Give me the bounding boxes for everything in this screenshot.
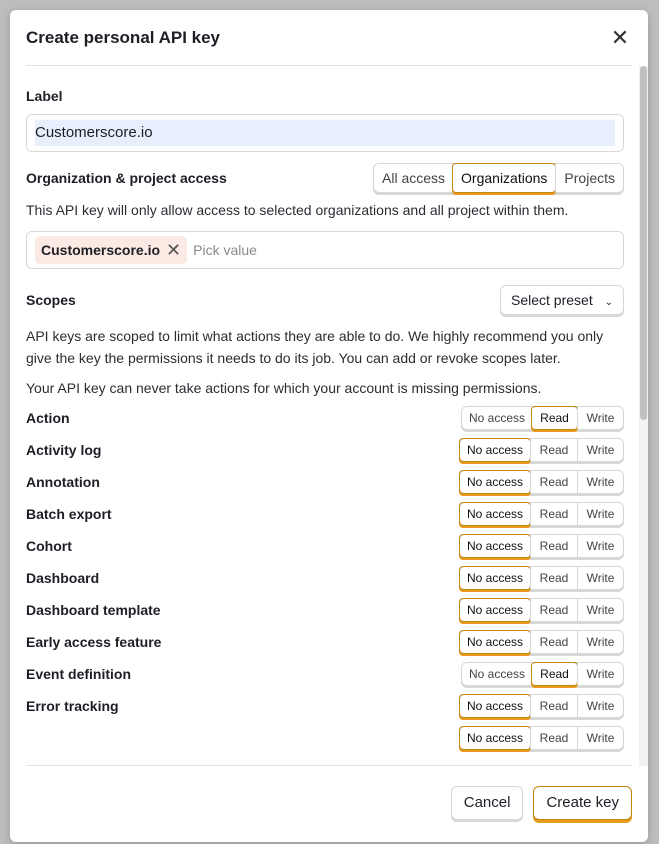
scope-option-read[interactable]: Read: [531, 662, 578, 686]
scope-access-control: [459, 534, 624, 558]
scope-option-read[interactable]: Read: [530, 599, 577, 621]
scope-option-write[interactable]: Write: [577, 567, 623, 589]
scope-option-write[interactable]: Write: [577, 727, 623, 749]
scope-access-control: [459, 470, 624, 494]
scope-row: [26, 658, 624, 690]
scope-access-control: [459, 438, 624, 462]
label-heading: Label: [26, 88, 63, 104]
create-api-key-modal: [10, 10, 648, 842]
scope-option-write[interactable]: Write: [577, 695, 623, 717]
access-segmented-control: [373, 163, 624, 193]
scopes-permission-note: Your API key can never take actions for which your account is missing permissions.: [26, 380, 542, 396]
scope-option-read[interactable]: Read: [530, 471, 577, 493]
remove-chip-icon[interactable]: ✕: [166, 239, 182, 260]
scope-option-no-access[interactable]: No access: [459, 630, 531, 654]
scopes-description: API keys are scoped to limit what actions they are able to do. We highly recommend you only give the key the permissions it needs to do its job. You can add or revoke scopes later.: [26, 328, 604, 366]
scope-option-write[interactable]: Write: [577, 407, 623, 429]
tab-projects[interactable]: Projects: [555, 164, 623, 192]
create-key-button[interactable]: Create key: [533, 786, 632, 820]
scope-list: [26, 402, 624, 754]
scope-option-read[interactable]: Read: [531, 406, 578, 430]
scope-row: [26, 434, 624, 466]
scope-row: [26, 498, 624, 530]
scope-option-write[interactable]: Write: [577, 663, 623, 685]
scope-option-no-access[interactable]: No access: [459, 566, 531, 590]
scope-name: Action: [26, 410, 70, 426]
scrollbar[interactable]: [639, 66, 648, 766]
scope-row: [26, 690, 624, 722]
access-heading: Organization & project access: [26, 170, 227, 186]
scope-option-read[interactable]: Read: [530, 535, 577, 557]
modal-footer: [26, 765, 632, 842]
scope-access-control: [459, 726, 624, 750]
scrollbar-thumb[interactable]: [640, 66, 647, 420]
scope-access-control: [459, 694, 624, 718]
label-input[interactable]: [26, 114, 624, 152]
tab-all-access[interactable]: All access: [382, 170, 446, 186]
scope-name: Annotation: [26, 474, 100, 490]
scope-option-write[interactable]: Write: [577, 503, 623, 525]
scope-option-no-access[interactable]: No access: [459, 470, 531, 494]
scope-access-control: [459, 630, 624, 654]
scope-option-no-access[interactable]: No access: [459, 598, 531, 622]
scope-name: Activity log: [26, 442, 102, 458]
scope-row: [26, 594, 624, 626]
scope-option-read[interactable]: Read: [530, 631, 577, 653]
scope-name: Event definition: [26, 666, 131, 682]
modal-title: Create personal API key: [26, 27, 221, 47]
scope-access-control: [461, 662, 624, 686]
scope-option-no-access[interactable]: No access: [459, 694, 531, 718]
scopes-heading: Scopes: [26, 292, 76, 308]
scope-option-no-access[interactable]: No access: [468, 411, 525, 425]
close-icon[interactable]: ✕: [610, 24, 630, 50]
scope-option-write[interactable]: Write: [577, 631, 623, 653]
scope-row: [26, 722, 624, 754]
cancel-button[interactable]: Cancel: [451, 786, 524, 820]
select-preset-label: Select preset: [511, 292, 593, 308]
scope-option-read[interactable]: Read: [530, 503, 577, 525]
scope-row: [26, 402, 624, 434]
scope-access-control: [459, 566, 624, 590]
scope-option-no-access[interactable]: No access: [468, 667, 525, 681]
scope-row: [26, 530, 624, 562]
pick-value-placeholder: Pick value: [193, 242, 257, 258]
scope-option-write[interactable]: Write: [577, 599, 623, 621]
modal-header: [26, 10, 632, 66]
scope-name: Dashboard: [26, 570, 100, 586]
scope-name: Early access feature: [26, 634, 162, 650]
access-description: This API key will only allow access to selected organizations and all project within them.: [26, 202, 569, 218]
scope-name: Batch export: [26, 506, 112, 522]
scope-option-read[interactable]: Read: [530, 567, 577, 589]
scope-access-control: [461, 406, 624, 430]
scope-name: Dashboard template: [26, 602, 161, 618]
scope-row: [26, 466, 624, 498]
scope-option-no-access[interactable]: No access: [459, 438, 531, 462]
chevron-down-icon: ⌄: [604, 297, 613, 308]
scope-option-read[interactable]: Read: [530, 439, 577, 461]
scope-access-control: [459, 598, 624, 622]
tab-organizations[interactable]: Organizations: [452, 163, 556, 193]
scope-name: Error tracking: [26, 698, 119, 714]
scope-option-no-access[interactable]: No access: [459, 534, 531, 558]
scope-row: [26, 562, 624, 594]
scope-option-read[interactable]: Read: [530, 695, 577, 717]
scope-option-no-access[interactable]: No access: [459, 726, 531, 750]
scope-option-no-access[interactable]: No access: [459, 502, 531, 526]
modal-body: [26, 67, 624, 764]
select-preset-dropdown[interactable]: [500, 285, 624, 315]
scope-option-read[interactable]: Read: [530, 727, 577, 749]
organization-chip: [35, 236, 187, 264]
scope-access-control: [459, 502, 624, 526]
scope-row: [26, 626, 624, 658]
label-input-value: Customerscore.io: [35, 120, 615, 146]
scope-name: Cohort: [26, 538, 72, 554]
organization-picker[interactable]: [26, 231, 624, 269]
scope-option-write[interactable]: Write: [577, 471, 623, 493]
scope-option-write[interactable]: Write: [577, 439, 623, 461]
chip-label: Customerscore.io: [41, 242, 161, 258]
scope-option-write[interactable]: Write: [577, 535, 623, 557]
